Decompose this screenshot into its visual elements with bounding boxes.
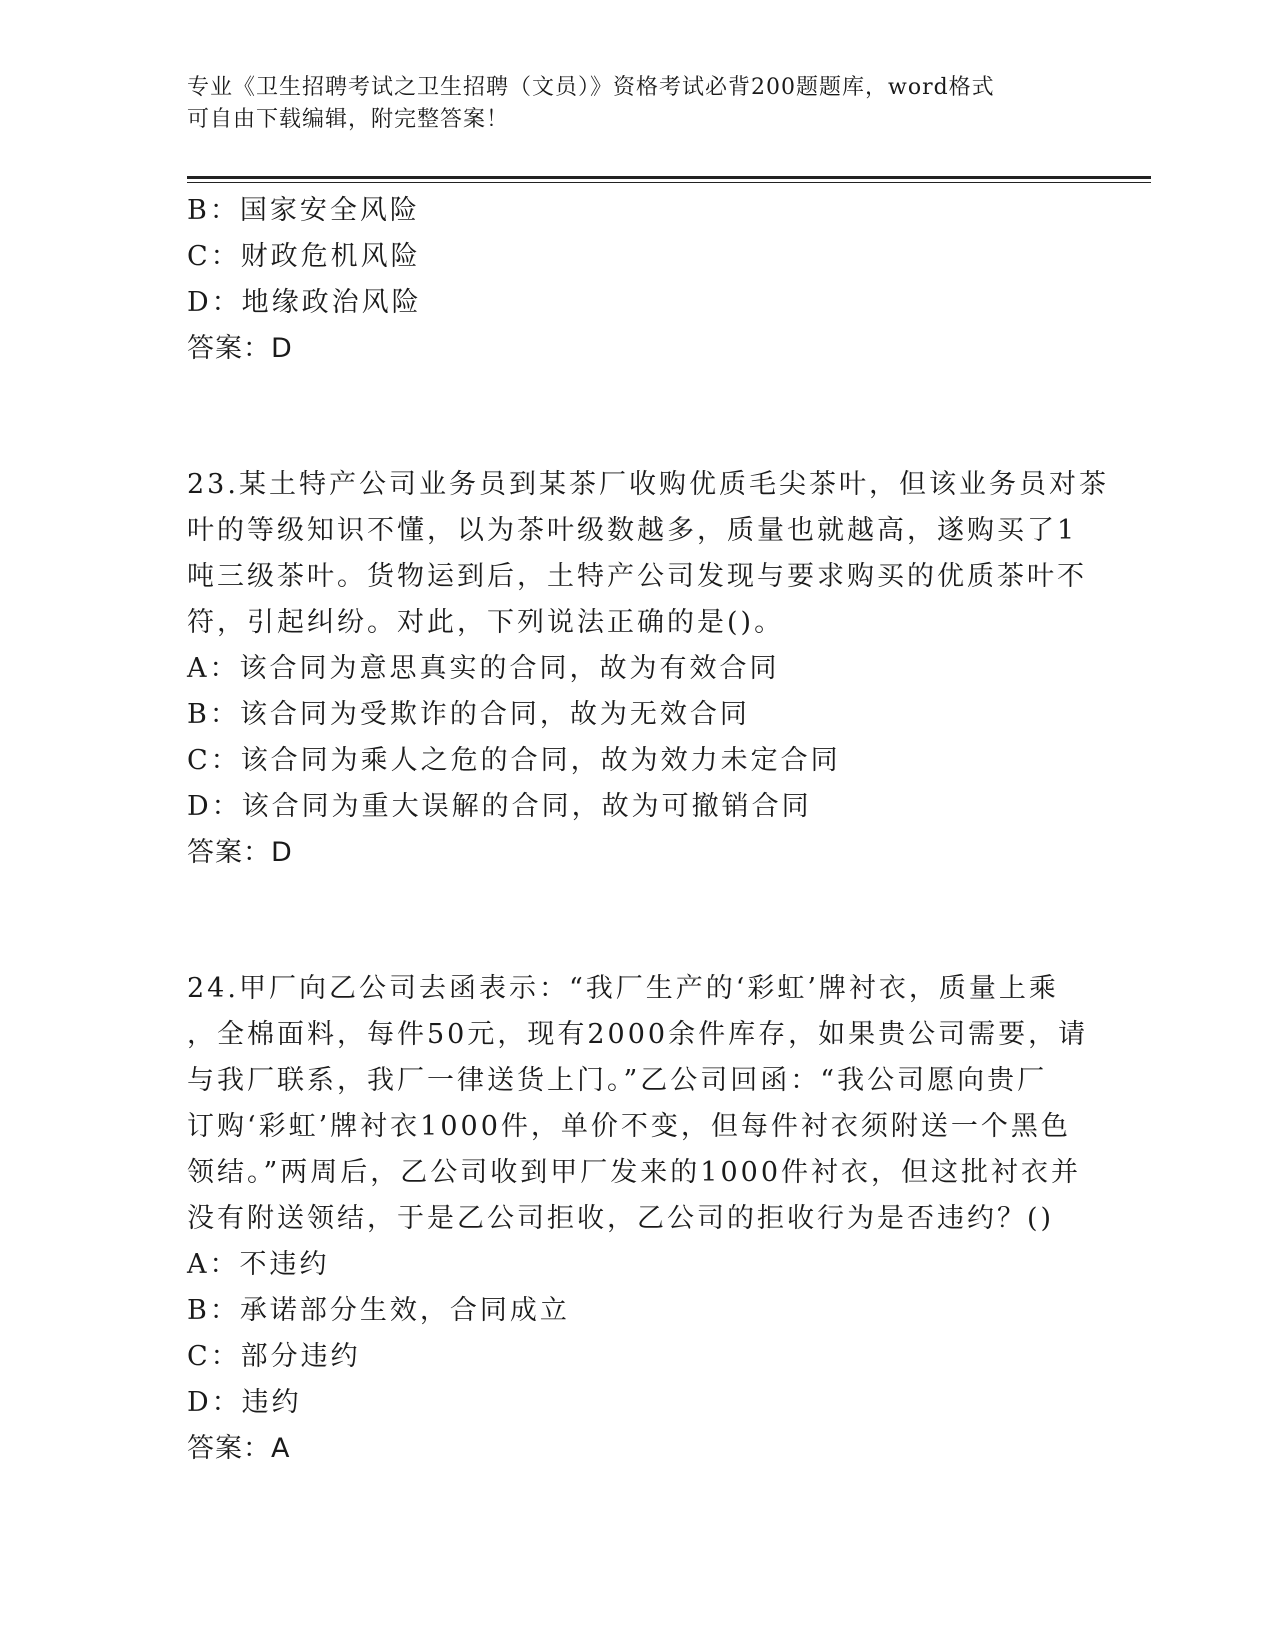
option-b: B：该合同为受欺诈的合同，故为无效合同 <box>187 699 750 730</box>
option-d: D：地缘政治风险 <box>187 287 422 318</box>
option-a: A：不违约 <box>187 1249 330 1280</box>
question-stem-line: 领结。”两周后，乙公司收到甲厂发来的1000件衬衣，但这批衬衣并 <box>187 1157 1082 1188</box>
question-stem-line: 与我厂联系，我厂一律送货上门。”乙公司回函：“我公司愿向贵厂 <box>187 1065 1048 1096</box>
question-stem-line: 没有附送领结，于是乙公司拒收，乙公司的拒收行为是否违约？() <box>187 1203 1055 1234</box>
question-stem-line: 23.某土特产公司业务员到某茶厂收购优质毛尖茶叶，但该业务员对茶 <box>187 469 1109 500</box>
question-23 <box>187 462 1109 876</box>
header-rule-thick <box>187 176 1151 179</box>
option-b: B：承诺部分生效，合同成立 <box>187 1295 570 1326</box>
spacer <box>187 372 1087 462</box>
header-rule-thin <box>187 182 1151 183</box>
question-stem-line: ，全棉面料，每件50元，现有2000余件库存，如果贵公司需要，请 <box>187 1019 1089 1050</box>
option-d: D：该合同为重大误解的合同，故为可撤销合同 <box>187 791 812 822</box>
question-stem-line: 叶的等级知识不懂，以为茶叶级数越多，质量也就越高，遂购买了1 <box>187 515 1078 546</box>
document-header <box>187 72 1087 136</box>
document-body <box>187 188 1109 1472</box>
option-c: C：该合同为乘人之危的合同，故为效力未定合同 <box>187 745 841 776</box>
option-d: D：违约 <box>187 1387 302 1418</box>
header-line-2: 可自由下载编辑，附完整答案！ <box>187 107 510 132</box>
question-stem-line: 符，引起纠纷。对此，下列说法正确的是()。 <box>187 607 785 638</box>
question-24 <box>187 966 1087 1472</box>
answer-line: 答案：D <box>187 333 293 364</box>
spacer <box>187 876 1087 966</box>
answer-line: 答案：D <box>187 837 293 868</box>
option-b: B：国家安全风险 <box>187 195 420 226</box>
header-line-1: 专业《卫生招聘考试之卫生招聘（文员）》资格考试必背200题题库，word格式 <box>187 75 995 100</box>
option-a: A：该合同为意思真实的合同，故为有效合同 <box>187 653 780 684</box>
option-c: C：财政危机风险 <box>187 241 421 272</box>
question-22-continued <box>187 188 1087 372</box>
answer-line: 答案：A <box>187 1433 291 1464</box>
option-c: C：部分违约 <box>187 1341 361 1372</box>
question-stem-line: 24.甲厂向乙公司去函表示：“我厂生产的‘彩虹’牌衬衣，质量上乘 <box>187 973 1059 1004</box>
question-stem-line: 订购‘彩虹’牌衬衣1000件，单价不变，但每件衬衣须附送一个黑色 <box>187 1111 1071 1142</box>
question-stem-line: 吨三级茶叶。货物运到后，土特产公司发现与要求购买的优质茶叶不 <box>187 561 1087 592</box>
